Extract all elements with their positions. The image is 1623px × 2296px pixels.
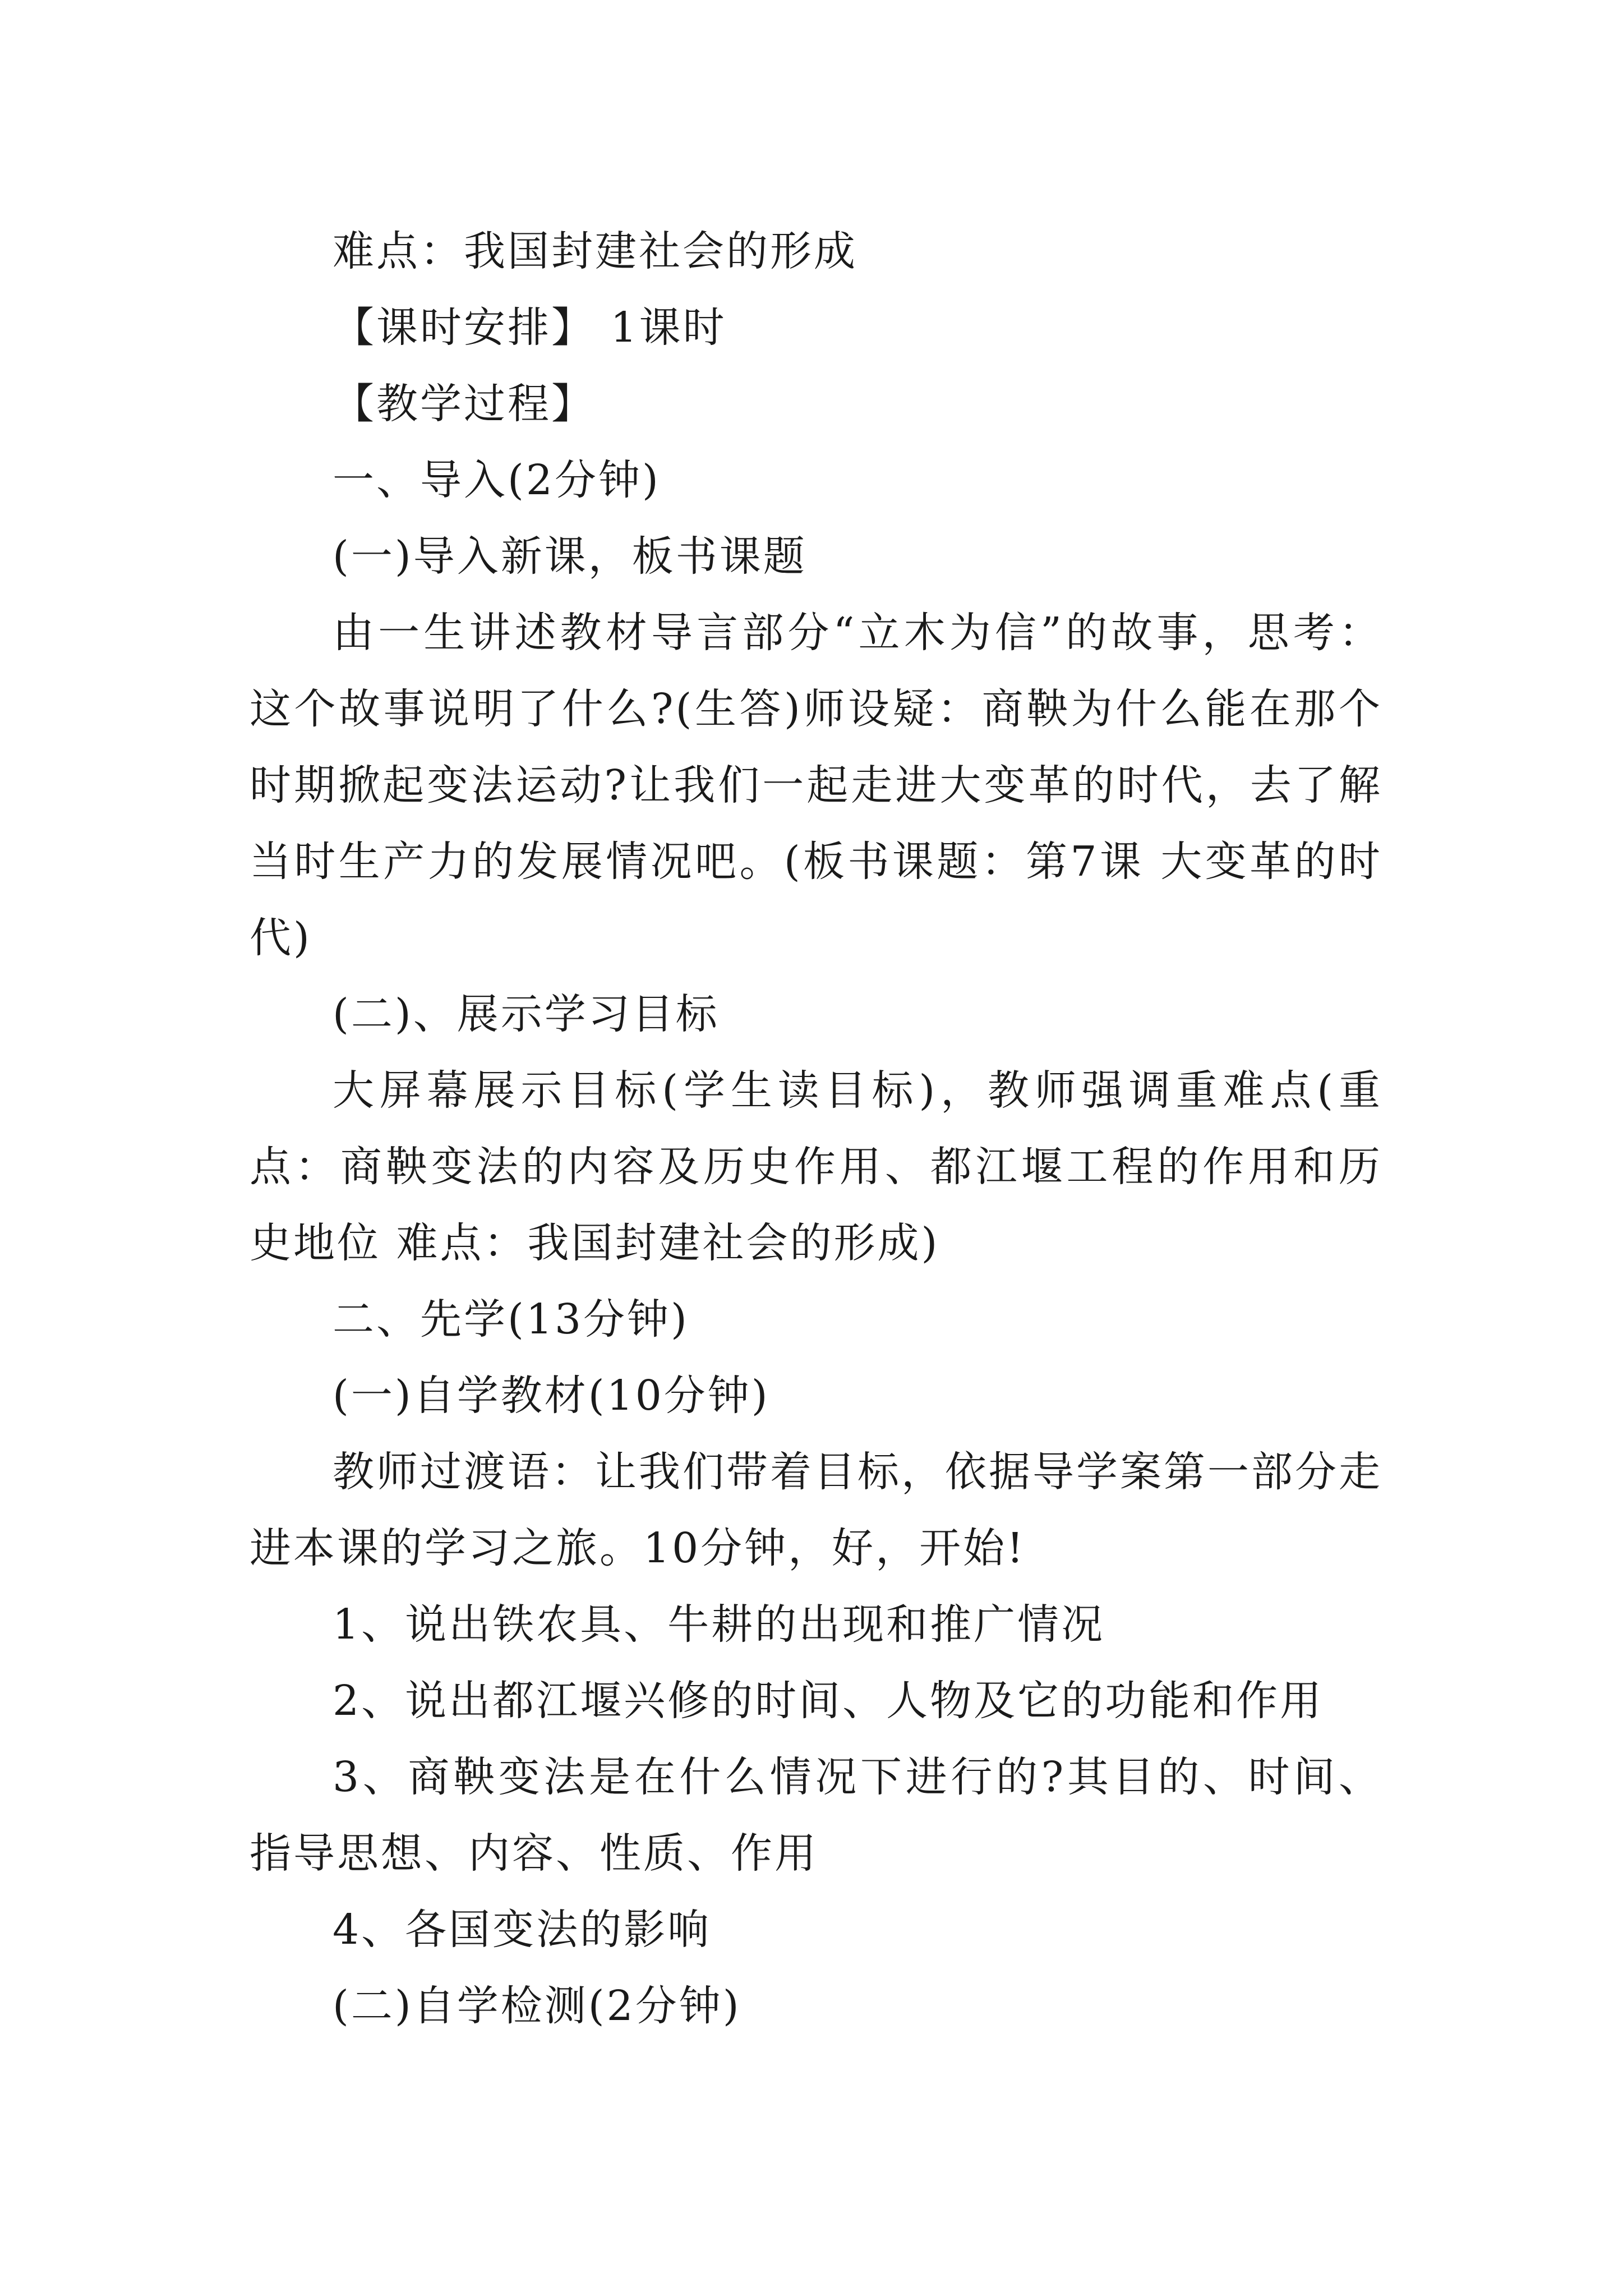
paragraph-story: 由一生讲述教材导言部分“立木为信”的故事，思考：这个故事说明了什么?(生答)师设疑：商鞅为什么能在那个时期掀起变法运动?让我们一起走进大变革的时代，去了解当时生产力的发展情况吧。(板书课题：第7课 大变革的时代) [250, 609, 1382, 962]
list-item-4: 4、各国变法的影响 [333, 1906, 712, 1954]
paragraph-transition: 教师过渡语：让我们带着目标，依据导学案第一部分走进本课的学习之旅。10分钟，好，开始! [250, 1448, 1382, 1572]
paragraph-goals: 大屏幕展示目标(学生读目标)，教师强调重难点(重点：商鞅变法的内容及历史作用、都江堰工程的作用和历史地位 难点：我国封建社会的形成) [250, 1066, 1382, 1267]
paragraph-schedule: 【课时安排】 1课时 [333, 303, 727, 352]
subsection-heading-new-lesson: (一)导入新课，板书课题 [333, 532, 807, 581]
section-heading-prestudy: 二、先学(13分钟) [333, 1295, 689, 1343]
paragraph-process-heading: 【教学过程】 [333, 380, 595, 428]
paragraph-difficulty: 难点：我国封建社会的形成 [333, 227, 857, 275]
subsection-heading-goals: (二)、展示学习目标 [333, 990, 720, 1038]
subsection-heading-self-check: (二)自学检测(2分钟) [333, 1982, 741, 2030]
list-item-3: 3、商鞅变法是在什么情况下进行的?其目的、时间、指导思想、内容、性质、作用 [250, 1753, 1382, 1878]
section-heading-intro: 一、导入(2分钟) [333, 456, 661, 504]
document-body [250, 213, 1382, 2044]
list-item-1: 1、说出铁农具、牛耕的出现和推广情况 [333, 1600, 1105, 1649]
subsection-heading-self-study: (一)自学教材(10分钟) [333, 1372, 770, 1420]
list-item-2: 2、说出都江堰兴修的时间、人物及它的功能和作用 [333, 1677, 1324, 1725]
